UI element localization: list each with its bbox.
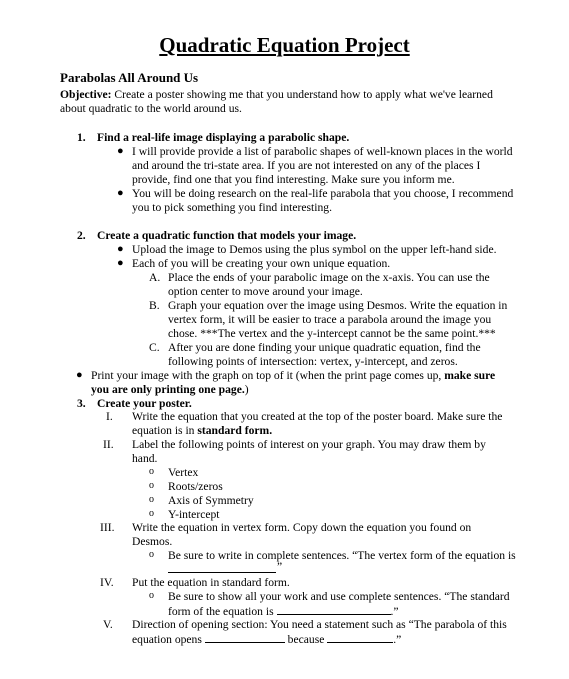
- step-1-number: 1.: [77, 131, 86, 144]
- roman-iii-line-1: Write the equation in vertex form. Copy down the equation you found on: [132, 521, 472, 534]
- answer-blank: [205, 632, 285, 643]
- answer-blank: [327, 632, 393, 643]
- step-2-c-line-1: After you are done finding your unique quadratic equation, find the: [168, 341, 481, 354]
- print-line-2: [91, 383, 249, 397]
- step-2-c-label: C.: [149, 341, 160, 354]
- list-item: Axis of Symmetry: [168, 494, 254, 507]
- closing-quote: ”: [277, 560, 283, 573]
- step-2-b-label: B.: [149, 299, 160, 312]
- roman-ii-label: II.: [103, 438, 114, 451]
- step-2-b-line-3: chose. ***The vertex and the y-intercept cannot be the same point.***: [168, 327, 496, 340]
- step-2-b-line-2: vertex form, it will be easier to trace a parabola around the image you: [168, 313, 492, 326]
- roman-v-text: because: [284, 633, 328, 646]
- circle-bullet-icon: o: [149, 480, 154, 491]
- roman-i-label: I.: [106, 410, 113, 423]
- bullet-icon: ●: [117, 145, 124, 157]
- step-2-title: Create a quadratic function that models your image.: [97, 229, 357, 242]
- objective-label: Objective:: [60, 88, 112, 101]
- circle-bullet-icon: o: [149, 590, 154, 601]
- roman-i-text: equation is in: [132, 424, 198, 437]
- objective-text: Create a poster showing me that you understand how to apply what we've learned: [114, 88, 493, 101]
- roman-v-line-2: [132, 632, 401, 647]
- roman-v-line-1: Direction of opening section: You need a statement such as “The parabola of this: [132, 618, 507, 631]
- objective-line-2: about quadratic to the world around us.: [60, 102, 242, 115]
- circle-bullet-icon: o: [149, 549, 154, 560]
- list-item: Roots/zeros: [168, 480, 223, 493]
- step-3-number: 3.: [77, 397, 86, 410]
- roman-v-label: V.: [103, 618, 113, 631]
- step-2-b-line-1: Graph your equation over the image using Desmos. Write the equation in: [168, 299, 508, 312]
- answer-blank: [277, 604, 391, 615]
- step-2-bullet-2: Each of you will be creating your own unique equation.: [132, 257, 391, 270]
- roman-i-line-1: Write the equation that you created at the top of the poster board. Make sure the: [132, 410, 503, 423]
- closing-quote: .”: [393, 633, 402, 646]
- step-2-a-label: A.: [149, 271, 161, 284]
- roman-i-emphasis: standard form.: [197, 424, 273, 437]
- print-emphasis: make sure: [444, 369, 496, 382]
- roman-iii-label: III.: [100, 521, 115, 534]
- print-text: ): [244, 383, 249, 396]
- roman-ii-line-1: Label the following points of interest on your graph. You may draw them by: [132, 438, 486, 451]
- bullet-icon: ●: [76, 369, 83, 381]
- roman-i-line-2: [132, 424, 272, 438]
- list-item: Y-intercept: [168, 508, 220, 521]
- step-2-number: 2.: [77, 229, 86, 242]
- roman-v-text: equation opens: [132, 633, 205, 646]
- roman-iv-label: IV.: [100, 576, 114, 589]
- step-2-bullet-1: Upload the image to Demos using the plus symbol on the upper left-hand side.: [132, 243, 497, 256]
- circle-bullet-icon: o: [149, 508, 154, 519]
- step-1-title: Find a real-life image displaying a parabolic shape.: [97, 131, 350, 144]
- list-item: Vertex: [168, 466, 199, 479]
- step-1-bullet-2-line-2: you to pick something you find interesting.: [132, 201, 332, 214]
- circle-bullet-icon: o: [149, 494, 154, 505]
- objective-line-1: [60, 88, 493, 102]
- bullet-icon: ●: [117, 243, 124, 255]
- roman-iv-sub-line-1: Be sure to show all your work and use complete sentences. “The standard: [168, 590, 510, 603]
- step-1-bullet-2-line-1: You will be doing research on the real-life parabola that you choose, I recommend: [132, 187, 514, 200]
- roman-iv-text: form of the equation is: [168, 605, 277, 618]
- print-line-1: [91, 369, 495, 383]
- circle-bullet-icon: o: [149, 466, 154, 477]
- roman-iii-line-2: Desmos.: [132, 535, 173, 548]
- roman-iv-sub-line-2: [168, 604, 399, 619]
- print-text: Print your image with the graph on top of it (when the print page comes up,: [91, 369, 445, 382]
- step-3-title: Create your poster.: [97, 397, 192, 410]
- closing-quote: .”: [390, 605, 399, 618]
- page-title: Quadratic Equation Project: [159, 33, 410, 57]
- answer-blank: [168, 572, 276, 573]
- step-2-c-line-2: following points of intersection: vertex, y-intercept, and zeros.: [168, 355, 458, 368]
- print-emphasis: you are only printing one page.: [91, 383, 245, 396]
- bullet-icon: ●: [117, 257, 124, 269]
- section-heading: Parabolas All Around Us: [60, 70, 199, 85]
- step-1-bullet-1-line-1: I will provide provide a list of parabolic shapes of well-known places in the world: [132, 145, 513, 158]
- roman-iv-line-1: Put the equation in standard form.: [132, 576, 290, 589]
- step-1-bullet-1-line-3: provide, find one that you find interesting. Make sure you inform me.: [132, 173, 455, 186]
- step-2-a-line-2: option center to move around your image.: [168, 285, 363, 298]
- step-2-a-line-1: Place the ends of your parabolic image on the x-axis. You can use the: [168, 271, 490, 284]
- step-1-bullet-1-line-2: and around the tri-state area. If you are not interested on any of the places I: [132, 159, 481, 172]
- roman-ii-line-2: hand.: [132, 452, 158, 465]
- bullet-icon: ●: [117, 187, 124, 199]
- roman-iii-sub-line-1: Be sure to write in complete sentences. “The vertex form of the equation is: [168, 549, 516, 562]
